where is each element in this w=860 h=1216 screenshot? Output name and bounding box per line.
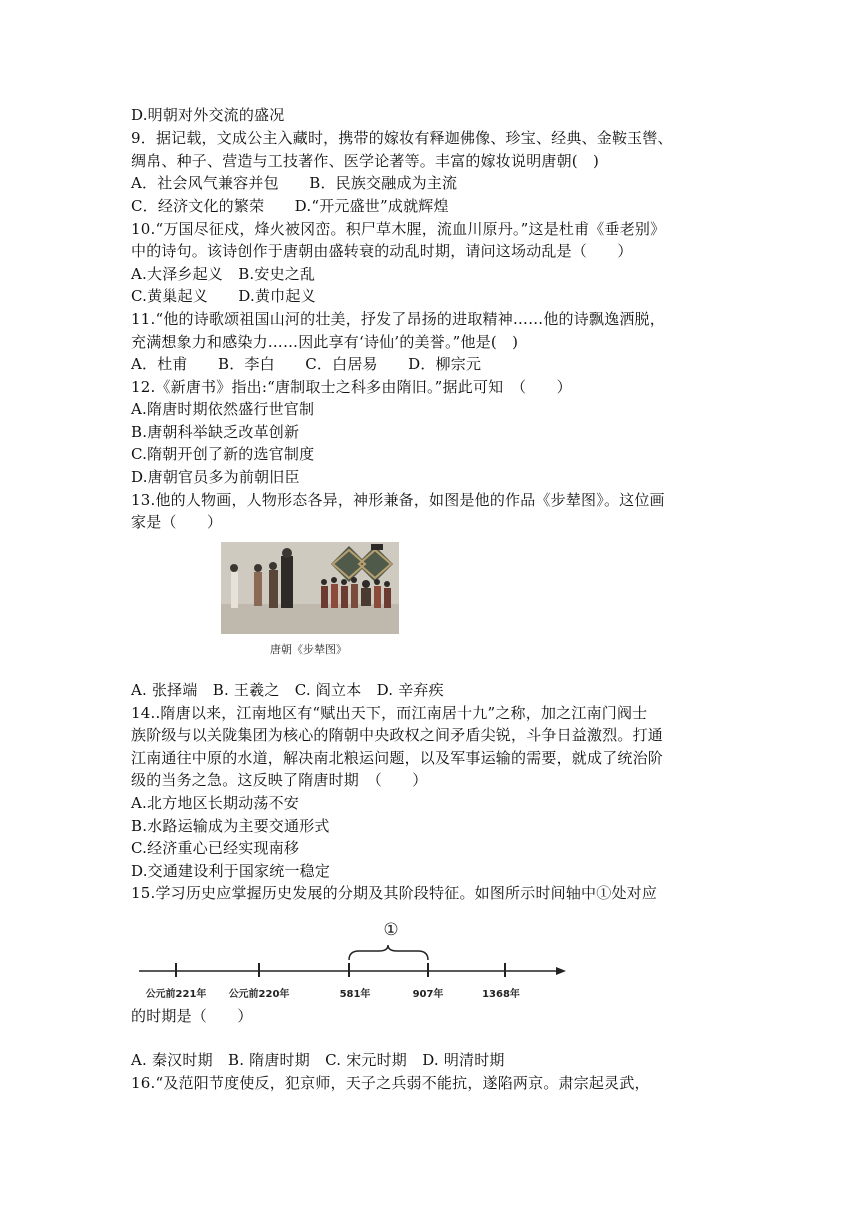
question-line: 15.学习历史应掌握历史发展的分期及其阶段特征。如图所示时间轴中①处对应 [131,884,658,902]
question-line: 10.“万国尽征戍，烽火被冈峦。积尸草木腥，流血川原丹。”这是杜甫《垂老别》 [131,220,666,238]
tick-label: 907年 [412,989,444,1000]
question-line: C.隋朝开创了新的选官制度 [131,445,315,463]
tick-label: 公元前221年 [145,989,207,1000]
question-line: C.经济重心已经实现南移 [131,839,300,857]
question-line: 的时期是（ ） [131,1007,253,1025]
question-line: 江南通往中原的水道，解决南北粮运问题，以及军事运输的需要，就成了统治阶 [131,749,664,767]
question-line: A.大泽乡起义 B.安史之乱 [131,265,316,283]
question-line: D.交通建设利于国家统一稳定 [131,862,331,880]
tick-label: 1368年 [482,989,520,1000]
bunian-painting-image [221,542,399,634]
question-line: A. 秦汉时期 B. 隋唐时期 C. 宋元时期 D. 明清时期 [131,1051,505,1069]
question-line: 12.《新唐书》指出:“唐制取士之科多由隋旧。”据此可知 （ ） [131,378,572,396]
question-line: D.明朝对外交流的盛况 [131,106,285,124]
question-line: A．社会风气兼容并包 B．民族交融成为主流 [131,174,458,192]
question-line: D.唐朝官员多为前朝旧臣 [131,468,300,486]
timeline-bracket [349,945,428,960]
question-line: 14..隋唐以来，江南地区有“赋出天下，而江南居十九”之称，加之江南门阀士 [131,704,648,722]
question-line: C．经济文化的繁荣 D.“开元盛世”成就辉煌 [131,197,449,215]
question-line: C.黄巢起义 D.黄巾起义 [131,287,316,305]
tick-label: 581年 [339,989,371,1000]
question-line: 9．据记载，文成公主入藏时，携带的嫁妆有释迦佛像、珍宝、经典、金鞍玉辔、 [131,129,673,147]
question-line: 中的诗句。该诗创作于唐朝由盛转衰的动乱时期，请问这场动乱是（ ） [131,242,633,260]
timeline-arrow [556,967,566,975]
question-line: A. 张择端 B. 王羲之 C. 阎立本 D. 辛弃疾 [131,681,444,699]
question-line: 充满想象力和感染力……因此享有‘诗仙’的美誉。”他是( ) [131,333,519,351]
question-line: A．杜甫 B．李白 C．白居易 D．柳宗元 [131,355,482,373]
question-line: 家是（ ） [131,513,223,531]
question-line: A.隋唐时期依然盛行世官制 [131,400,315,418]
question-line: 13.他的人物画，人物形态各异，神形兼备，如图是他的作品《步辇图》。这位画 [131,491,665,509]
question-line: 级的当务之急。这反映了隋唐时期 （ ） [131,771,428,789]
bracket-label: ① [383,920,399,940]
painting-illustration [221,542,399,634]
question-line: 16.“及范阳节度使反，犯京师，天子之兵弱不能抗，遂陷两京。肃宗起灵武， [131,1074,650,1092]
painting-caption: 唐朝《步辇图》 [270,643,347,656]
history-timeline [131,915,581,1010]
question-line: 绸帛、种子、营造与工技著作、医学论著等。丰富的嫁妆说明唐朝( ) [131,152,600,170]
question-line: 11.“他的诗歌颂祖国山河的壮美，抒发了昂扬的进取精神……他的诗飘逸洒脱， [131,310,665,328]
question-line: A.北方地区长期动荡不安 [131,794,300,812]
question-line: B.唐朝科举缺乏改革创新 [131,423,300,441]
question-line: B.水路运输成为主要交通形式 [131,817,330,835]
tick-label: 公元前220年 [228,989,290,1000]
question-line: 族阶级与以关陇集团为核心的隋朝中央政权之间矛盾尖锐，斗争日益激烈。打通 [131,726,664,744]
